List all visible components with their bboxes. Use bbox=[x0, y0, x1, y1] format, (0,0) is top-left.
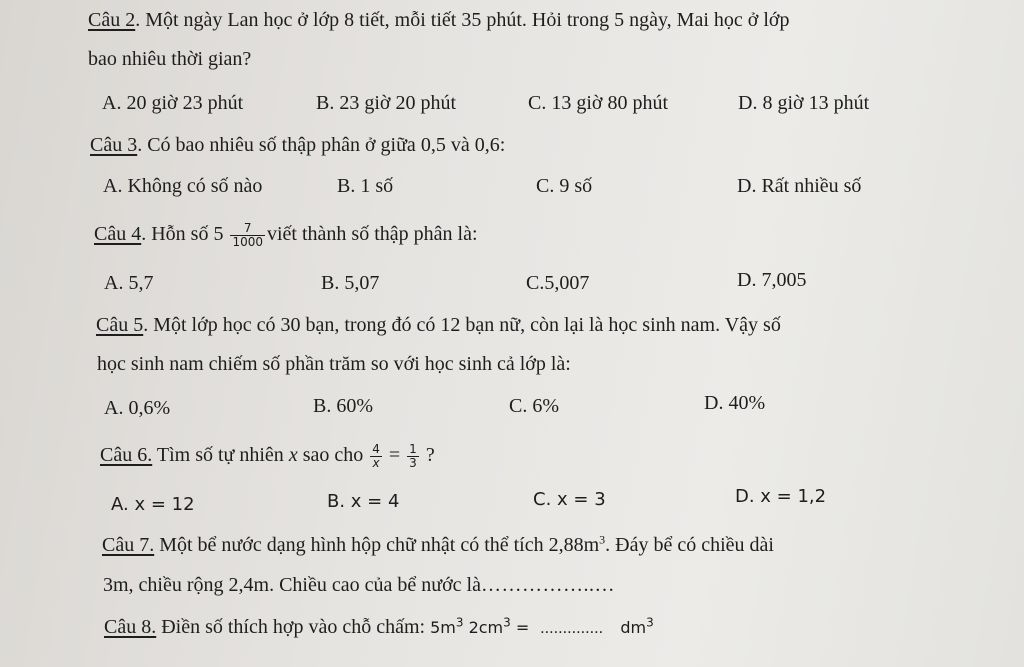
q3-option-a: A. Không có số nào bbox=[103, 175, 263, 197]
variable-x: x bbox=[288, 444, 298, 467]
q4-option-b: B. 5,07 bbox=[321, 272, 380, 294]
question-7-number: Câu 7. bbox=[102, 534, 155, 556]
expr-equals: = bbox=[510, 618, 535, 637]
question-4-text-before: . Hỗn số 5 bbox=[141, 223, 224, 246]
q5-option-c: C. 6% bbox=[509, 395, 559, 417]
question-4-text-after: viết thành số thập phân là: bbox=[267, 223, 478, 246]
q4-option-d: D. 7,005 bbox=[737, 269, 807, 291]
question-5-line-1 bbox=[96, 313, 781, 337]
question-8-line bbox=[104, 615, 654, 641]
question-4-line bbox=[94, 222, 478, 249]
q4-option-c: C.5,007 bbox=[526, 272, 590, 294]
fraction-4-over-x bbox=[370, 443, 382, 470]
fraction-2-denominator: 3 bbox=[409, 456, 417, 470]
fraction-numerator: 7 bbox=[230, 222, 265, 236]
q3-option-d: D. Rất nhiều số bbox=[737, 175, 862, 197]
question-6-number: Câu 6. bbox=[100, 444, 153, 467]
question-5-text: . Một lớp học có 30 bạn, trong đó có 12 bạn nữ, còn lại là học sinh nam. Vậy số bbox=[143, 314, 781, 336]
question-3-number: Câu 3 bbox=[90, 134, 138, 156]
equals-sign: = bbox=[388, 444, 401, 467]
question-8-text: Điền số thích hợp vào chỗ chấm: bbox=[156, 616, 431, 638]
expr-5m3: 5m bbox=[430, 618, 456, 637]
q4-option-a: A. 5,7 bbox=[104, 272, 154, 294]
question-7-text-b: . Đáy bể có chiều dài bbox=[605, 534, 774, 556]
question-6-line bbox=[100, 443, 435, 470]
question-8-number: Câu 8. bbox=[104, 616, 157, 638]
q2-option-a: A. 20 giờ 23 phút bbox=[102, 92, 244, 114]
fraction-2-numerator: 1 bbox=[409, 442, 417, 456]
fraction-denominator: 1000 bbox=[232, 235, 263, 249]
sup-3-c: 3 bbox=[646, 615, 654, 630]
unit-dm: dm bbox=[620, 618, 647, 637]
question-3-text: . Có bao nhiêu số thập phân ở giữa 0,5 và 0,6: bbox=[137, 134, 506, 156]
answer-blank-dots: ……………..… bbox=[480, 574, 615, 596]
q3-option-b: B. 1 số bbox=[337, 175, 394, 197]
fraction-1-numerator: 4 bbox=[372, 442, 380, 456]
question-5-line-2: học sinh nam chiếm số phần trăm so với học sinh cả lớp là: bbox=[97, 353, 571, 375]
sup-3-b: 3 bbox=[503, 615, 511, 630]
question-7-line-1 bbox=[102, 533, 774, 557]
q5-option-d: D. 40% bbox=[704, 392, 766, 414]
question-4-number: Câu 4 bbox=[94, 223, 142, 246]
question-7-text-c: 3m, chiều rộng 2,4m. Chiều cao của bể nước là bbox=[103, 574, 481, 596]
q6-option-d: D. x = 1,2 bbox=[735, 486, 827, 507]
fill-blank-dots: .............. bbox=[540, 620, 604, 637]
expr-2cm3: 2cm bbox=[463, 618, 504, 637]
question-2-text: . Một ngày Lan học ở lớp 8 tiết, mỗi tiết 35 phút. Hỏi trong 5 ngày, Mai học ở lớp bbox=[135, 9, 790, 31]
question-2-line-2: bao nhiêu thời gian? bbox=[88, 48, 252, 70]
q2-option-c: C. 13 giờ 80 phút bbox=[528, 92, 669, 114]
question-5-number: Câu 5 bbox=[96, 314, 144, 336]
q2-option-b: B. 23 giờ 20 phút bbox=[316, 92, 457, 114]
q5-option-b: B. 60% bbox=[313, 395, 373, 417]
question-mark: ? bbox=[425, 444, 435, 467]
question-7-text-a: Một bể nước dạng hình hộp chữ nhật có thể tích 2,88m bbox=[154, 534, 600, 556]
q6-option-a: A. x = 12 bbox=[111, 494, 195, 515]
cubic-superscript: 3 bbox=[599, 532, 606, 547]
question-6-text-mid: sao cho bbox=[297, 444, 364, 467]
q2-option-d: D. 8 giờ 13 phút bbox=[738, 92, 870, 114]
q6-option-b: B. x = 4 bbox=[327, 491, 400, 512]
question-7-line-2 bbox=[103, 573, 615, 597]
sup-3-a: 3 bbox=[455, 615, 464, 630]
question-3-line bbox=[90, 133, 505, 157]
fraction-1-over-3 bbox=[407, 443, 419, 470]
question-2-line-1 bbox=[88, 8, 789, 32]
question-2-number: Câu 2 bbox=[88, 9, 136, 31]
q3-option-c: C. 9 số bbox=[536, 175, 593, 197]
q6-option-c: C. x = 3 bbox=[533, 489, 606, 510]
question-6-text-before: Tìm số tự nhiên bbox=[152, 444, 289, 467]
q5-option-a: A. 0,6% bbox=[104, 397, 171, 419]
fraction-1-denominator: x bbox=[372, 456, 380, 470]
mixed-number-fraction bbox=[230, 222, 265, 249]
